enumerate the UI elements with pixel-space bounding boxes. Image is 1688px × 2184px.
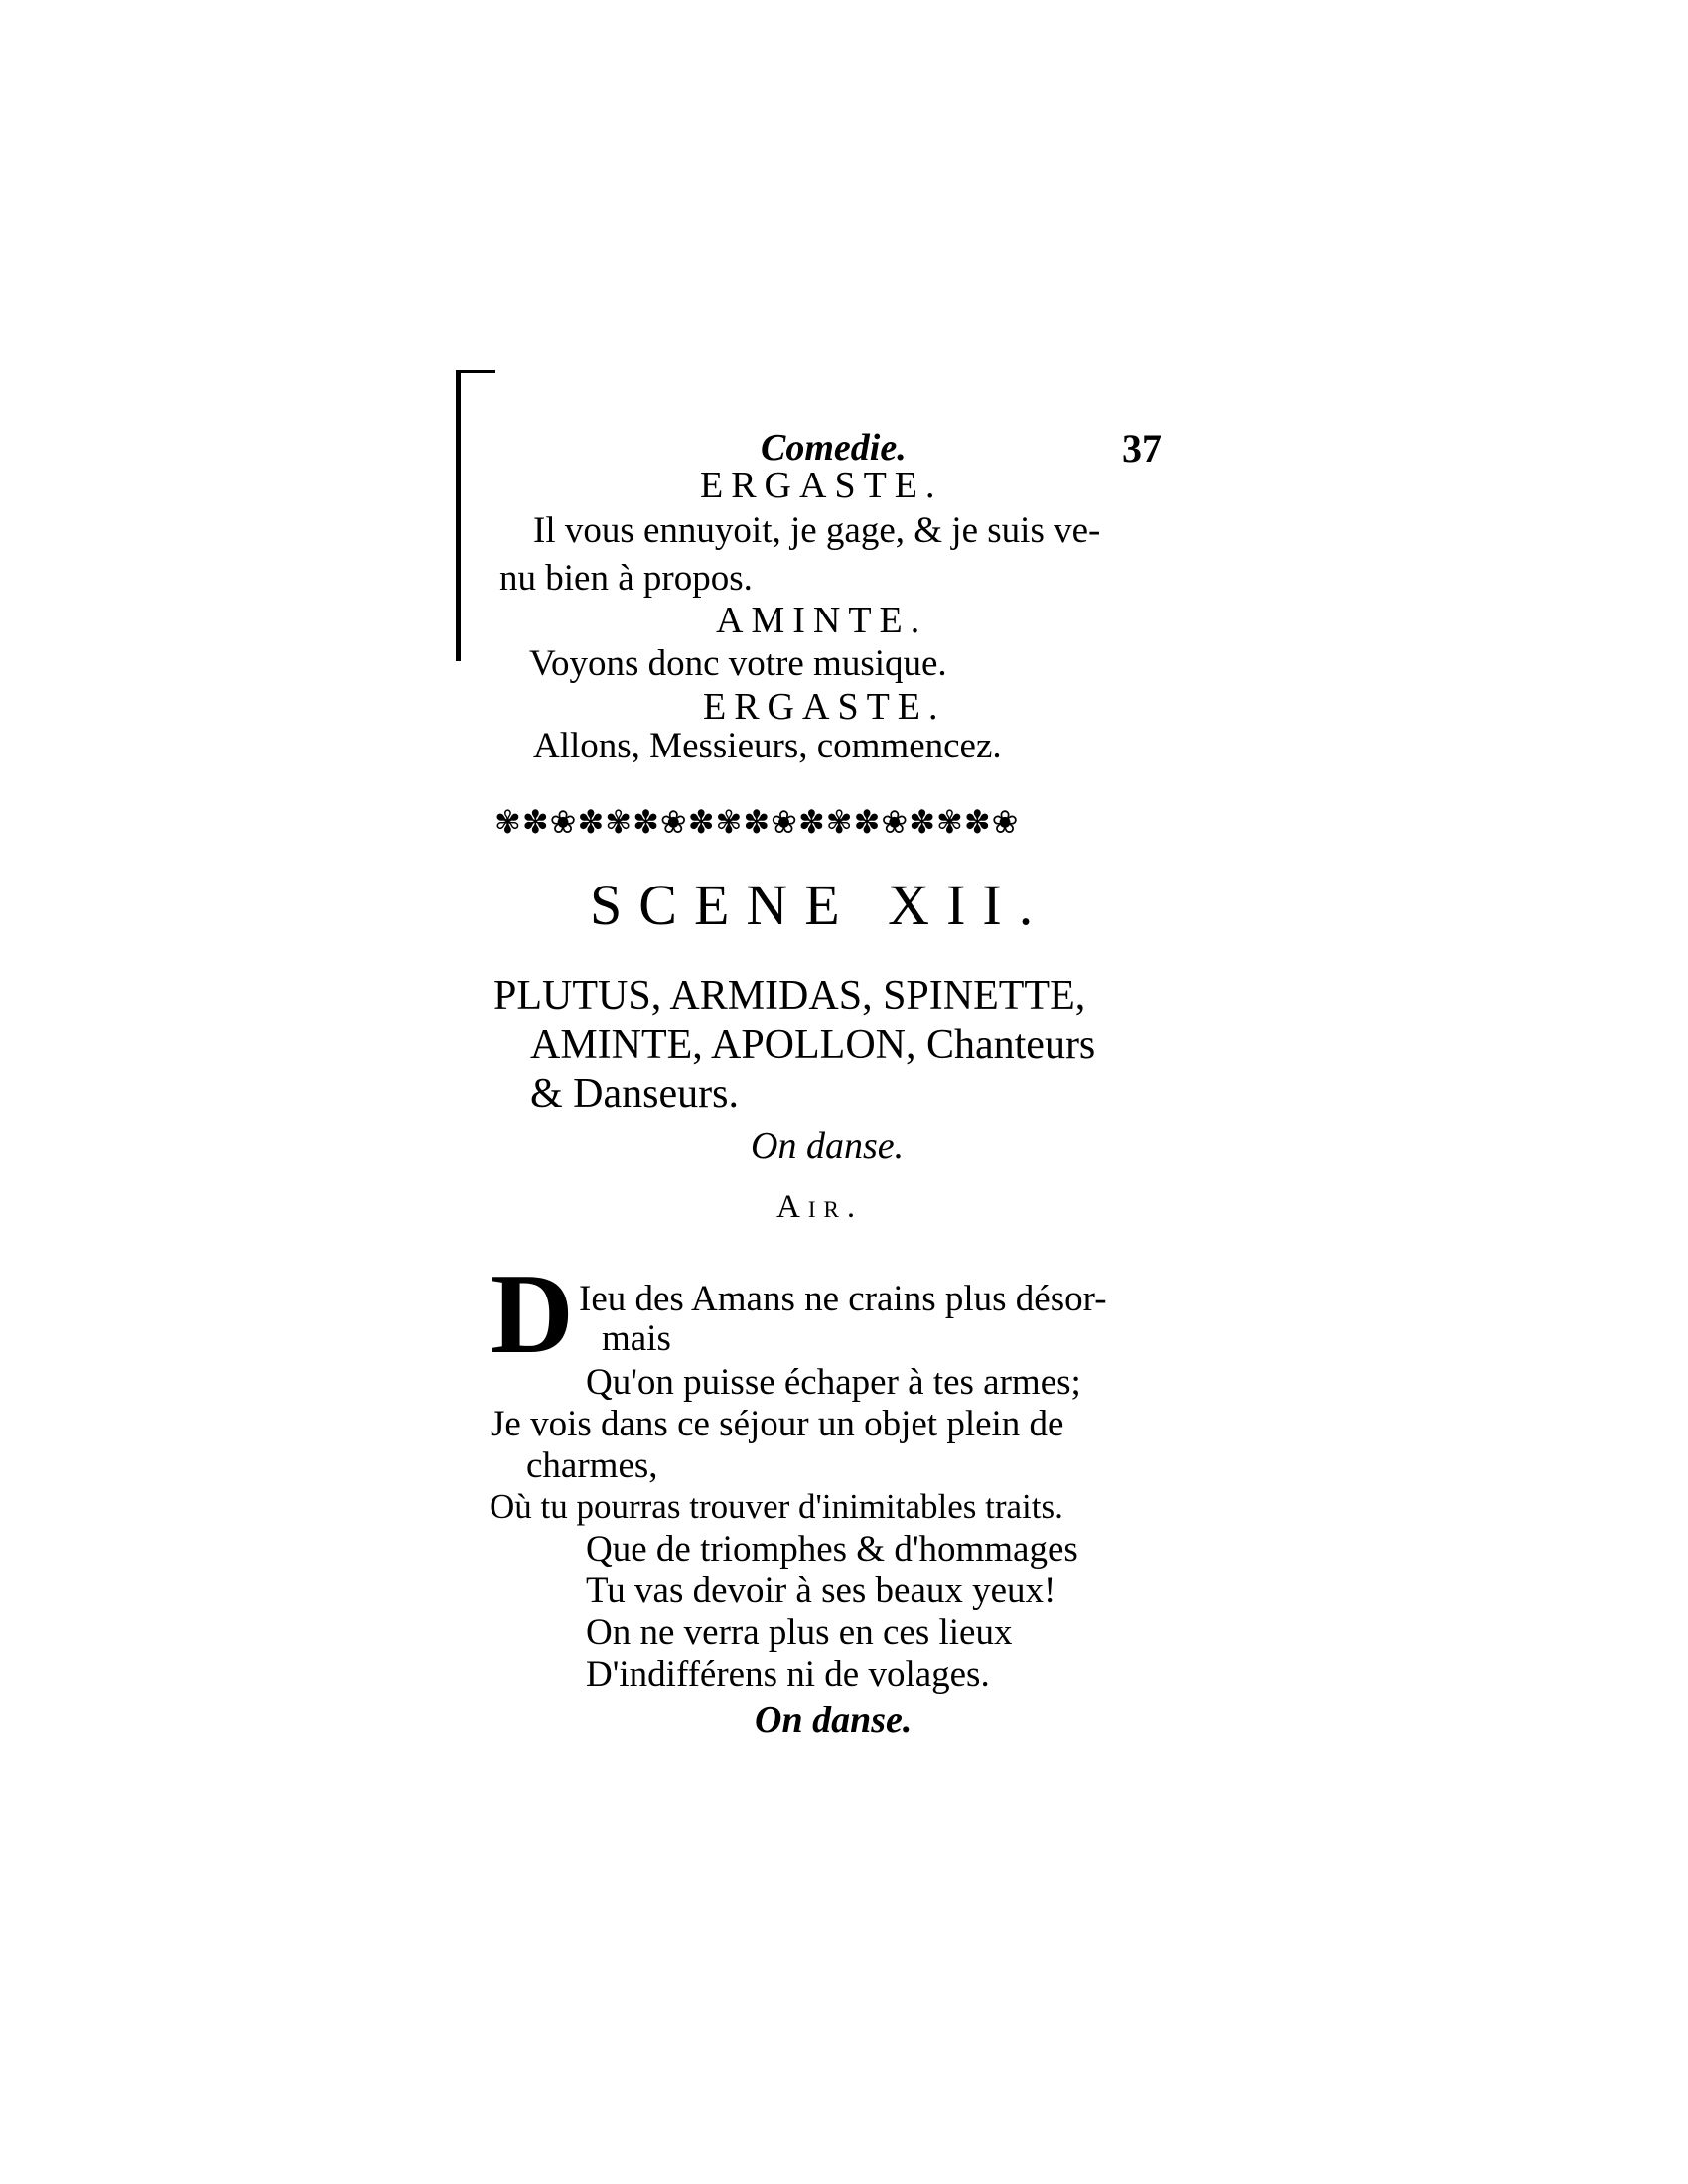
character-list: AMINTE, APOLLON, Chanteurs <box>530 1023 1096 1068</box>
ornament-band: ✾✽❀✽✾✽❀✽✾✽❀✽✾✽❀✽✾✽❀ <box>494 803 1020 841</box>
page-number: 37 <box>1122 426 1162 471</box>
verse-line: Allons, Messieurs, commencez. <box>533 726 1002 766</box>
speaker-ergaste: ERGASTE. <box>703 686 946 728</box>
verse-line: Il vous ennuyoit, je gage, & je suis ve- <box>533 510 1101 551</box>
verse-line: nu bien à propos. <box>499 558 753 599</box>
character-list: & Danseurs. <box>530 1071 739 1117</box>
stage-direction: On danse. <box>751 1125 905 1166</box>
speaker-ergaste: ERGASTE. <box>700 465 943 506</box>
character-list: PLUTUS, ARMIDAS, SPINETTE, <box>493 973 1086 1019</box>
air-line: mais <box>602 1318 671 1359</box>
scene-title: SCENE XII. <box>590 873 1051 937</box>
air-line: D'indifférens ni de volages. <box>586 1654 990 1695</box>
air-line: Je vois dans ce séjour un objet plein de <box>491 1404 1064 1444</box>
air-line: Qu'on puisse échaper à tes armes; <box>586 1362 1081 1403</box>
speaker-aminte: AMINTE. <box>716 600 928 641</box>
drop-cap: D <box>491 1251 574 1378</box>
stage-direction: On danse. <box>755 1700 913 1741</box>
air-line: Où tu pourras trouver d'inimitables traits. <box>490 1487 1063 1526</box>
air-line: On ne verra plus en ces lieux <box>586 1612 1013 1653</box>
air-line: Ieu des Amans ne crains plus désor- <box>579 1279 1107 1319</box>
air-line: Tu vas devoir à ses beaux yeux! <box>586 1570 1056 1611</box>
air-line: charmes, <box>526 1445 658 1486</box>
margin-scan-mark-top <box>456 370 495 373</box>
verse-line: Voyons donc votre musique. <box>529 643 947 684</box>
running-title: Comedie. <box>761 427 907 469</box>
air-line: Que de triomphes & d'hommages <box>586 1529 1078 1570</box>
air-heading: Air. <box>776 1189 864 1225</box>
margin-scan-mark <box>456 373 461 661</box>
